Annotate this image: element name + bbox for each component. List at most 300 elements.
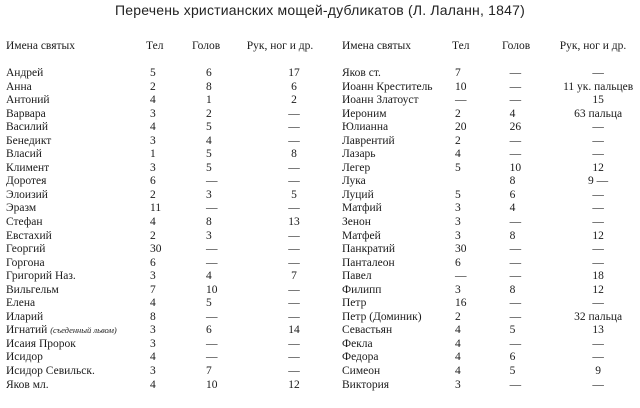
saint-name-text: Иероним: [342, 107, 387, 120]
limbs-count: 14: [288, 324, 300, 337]
table-row: [6, 135, 328, 149]
bodies-count: 3: [150, 161, 156, 174]
limbs-count: 12: [592, 283, 604, 296]
heads-count: 4: [509, 107, 516, 120]
bodies-count: 3: [150, 270, 156, 283]
saint-name: [6, 175, 146, 189]
table-row: [6, 297, 328, 311]
heads-count: —: [509, 148, 522, 161]
table-row: [6, 216, 328, 230]
table-row: [6, 284, 328, 298]
bodies-count: 20: [454, 121, 467, 134]
saint-name-text: Виктория: [342, 378, 390, 391]
header-ruk: Рук, ног и др.: [559, 40, 627, 52]
table-row: [6, 67, 328, 81]
table-row: [6, 175, 328, 189]
saint-name: [6, 108, 146, 122]
saint-name: [342, 351, 449, 365]
saint-name: [342, 324, 449, 338]
saint-name: [342, 379, 449, 393]
table-row: [6, 351, 328, 365]
saint-name: [6, 365, 146, 379]
limbs-count: —: [288, 283, 300, 296]
bodies-count: 8: [150, 310, 156, 323]
saint-name: [6, 189, 146, 203]
saint-name-text: Власий: [6, 148, 42, 161]
saint-name: [6, 162, 146, 176]
saint-name: [6, 243, 146, 257]
saint-name-text: Иларий: [6, 310, 44, 323]
saint-name: [342, 202, 449, 216]
limbs-count: —: [592, 188, 604, 201]
limbs-count: —: [592, 67, 604, 79]
limbs-count: —: [592, 216, 604, 229]
table-row: [342, 175, 638, 189]
bodies-count: 11: [150, 202, 162, 215]
saint-name: [342, 365, 449, 379]
saint-name: [6, 324, 146, 338]
saint-name-text: Бенедикт: [6, 134, 52, 147]
heads-count: —: [509, 337, 522, 350]
saint-name: [342, 338, 449, 352]
table-row: [6, 365, 328, 379]
limbs-count: —: [592, 337, 604, 350]
heads-count: 5: [206, 161, 212, 174]
table-row: [342, 230, 638, 244]
table-row: [342, 148, 638, 162]
heads-count: 8: [206, 80, 212, 93]
saint-name: [6, 284, 146, 298]
table-row: [342, 108, 638, 122]
table-row: [342, 81, 638, 95]
table-row: [342, 67, 638, 81]
bodies-count: 30: [150, 243, 162, 256]
bodies-count: 4: [454, 365, 461, 378]
heads-count: 6: [509, 351, 516, 364]
table-row: [342, 135, 638, 149]
bodies-count: 4: [150, 216, 156, 229]
heads-count: —: [509, 243, 522, 256]
bodies-count: —: [454, 270, 467, 283]
table-row: [6, 162, 328, 176]
saint-name: [6, 230, 146, 244]
saint-name-text: Исидор Севильск.: [6, 365, 95, 378]
header-name: Имена святых: [6, 40, 75, 52]
header-tel: Тел: [452, 40, 470, 52]
heads-count: —: [206, 310, 218, 323]
heads-count: —: [206, 337, 218, 350]
table-row: [342, 121, 638, 135]
saint-name-text: Лаврентий: [342, 134, 395, 147]
saint-name: [342, 108, 449, 122]
bodies-count: 4: [454, 148, 461, 161]
saint-name-text: Иоанн Златоуст: [342, 94, 419, 107]
saint-name-text: Доротея: [6, 175, 47, 188]
heads-count: 10: [509, 161, 522, 174]
limbs-count: —: [592, 121, 604, 134]
limbs-count: —: [288, 297, 300, 310]
table-row: [6, 338, 328, 352]
header-tel: Тел: [146, 40, 164, 52]
saint-name-text: Исидор: [6, 351, 43, 364]
bodies-count: 3: [150, 365, 156, 378]
limbs-count: —: [288, 107, 300, 120]
saint-name-text: Яков мл.: [6, 378, 49, 391]
saint-name-text: Лука: [342, 175, 366, 188]
saint-name-text: Севастьян: [342, 324, 393, 337]
table-row: [6, 311, 328, 325]
saint-name-text: Легер: [342, 161, 371, 174]
table-row: [342, 189, 638, 203]
heads-count: 4: [509, 202, 516, 215]
table-row: [6, 148, 328, 162]
bodies-count: 3: [454, 229, 461, 242]
saint-name-text: Антоний: [6, 94, 50, 107]
saint-name: [342, 216, 449, 230]
heads-count: —: [509, 378, 522, 391]
saint-name-text: Лазарь: [342, 148, 376, 161]
saint-name: [342, 94, 449, 108]
saint-name: [342, 270, 449, 284]
limbs-count: —: [592, 243, 604, 256]
saint-name: [342, 243, 449, 257]
saint-name-text: Стефан: [6, 216, 43, 229]
limbs-count: 8: [291, 148, 297, 161]
bodies-count: 4: [150, 94, 156, 107]
bodies-count: 6: [454, 256, 461, 269]
bodies-count: 2: [454, 134, 461, 147]
bodies-count: 4: [150, 351, 156, 364]
table-row: [6, 108, 328, 122]
bodies-count: 5: [150, 67, 156, 79]
table-row: [6, 81, 328, 95]
bodies-count: 4: [150, 121, 156, 134]
heads-count: —: [509, 134, 522, 147]
limbs-count: —: [288, 161, 300, 174]
table-row: [6, 189, 328, 203]
heads-count: —: [206, 202, 218, 215]
saint-name: [342, 67, 449, 81]
bodies-count: 3: [454, 283, 461, 296]
heads-count: 6: [206, 67, 212, 79]
limbs-count: 9 —: [588, 175, 609, 188]
saint-name-text: Матфей: [342, 229, 381, 242]
bodies-count: 6: [150, 175, 156, 188]
bodies-count: 7: [150, 283, 156, 296]
saint-name: [6, 270, 146, 284]
limbs-count: 32 пальца: [574, 310, 623, 323]
right-table: [342, 40, 638, 392]
table-row: [342, 297, 638, 311]
saint-name: [6, 81, 146, 95]
saint-name-text: Климент: [6, 161, 50, 174]
limbs-count: —: [288, 365, 300, 378]
table-row: [342, 270, 638, 284]
bodies-count: 2: [150, 188, 156, 201]
limbs-count: 18: [592, 270, 604, 283]
table-row: [6, 243, 328, 257]
saint-name-text: Эразм: [6, 202, 37, 215]
heads-count: 4: [206, 270, 212, 283]
table-row: [342, 311, 638, 325]
saint-name: [342, 284, 449, 298]
heads-count: 5: [206, 121, 212, 134]
heads-count: 10: [206, 283, 218, 296]
bodies-count: 4: [454, 351, 461, 364]
limbs-count: —: [288, 310, 300, 323]
saint-name: [342, 311, 449, 325]
bodies-count: 4: [150, 378, 156, 391]
heads-count: —: [206, 351, 218, 364]
heads-count: —: [509, 310, 522, 323]
saint-name: [342, 189, 449, 203]
saint-name-text: Федора: [342, 351, 379, 364]
saint-name: [342, 162, 449, 176]
limbs-count: —: [592, 134, 604, 147]
heads-count: 8: [206, 216, 212, 229]
header-golov: Голов: [192, 40, 221, 52]
heads-count: —: [509, 94, 522, 107]
limbs-count: —: [288, 337, 300, 350]
heads-count: 5: [509, 365, 516, 378]
heads-count: 10: [206, 378, 218, 391]
left-table-body: [6, 67, 328, 392]
heads-count: —: [509, 67, 522, 79]
table-row: [6, 257, 328, 271]
saint-name: [6, 121, 146, 135]
saint-name-text: Петр (Доминик): [342, 310, 422, 323]
table-row: [6, 121, 328, 135]
limbs-count: 63 пальца: [574, 107, 623, 120]
left-header-row: [6, 40, 328, 56]
bodies-count: 3: [150, 107, 156, 120]
heads-count: 8: [509, 229, 516, 242]
saint-name: [6, 257, 146, 271]
limbs-count: —: [592, 148, 604, 161]
limbs-count: —: [592, 297, 604, 310]
table-row: [342, 324, 638, 338]
limbs-count: 12: [592, 161, 604, 174]
limbs-count: —: [592, 378, 604, 391]
saint-name-text: Филипп: [342, 283, 382, 296]
header-name: Имена святых: [342, 40, 411, 52]
limbs-count: —: [288, 229, 300, 242]
limbs-count: —: [288, 351, 300, 364]
saint-name: [6, 67, 146, 81]
bodies-count: 3: [150, 134, 156, 147]
heads-count: 2: [206, 107, 212, 120]
saint-name: [6, 94, 146, 108]
heads-count: —: [509, 256, 522, 269]
saint-name-text: Юлианна: [342, 121, 389, 134]
heads-count: 26: [509, 121, 522, 134]
heads-count: 4: [206, 134, 212, 147]
saint-note: (съеденный львом): [50, 325, 117, 336]
limbs-count: —: [288, 121, 300, 134]
bodies-count: 4: [454, 337, 461, 350]
limbs-count: 17: [288, 67, 300, 79]
heads-count: 8: [509, 175, 516, 188]
limbs-count: 7: [291, 270, 297, 283]
saint-name-text: Исаия Пророк: [6, 337, 76, 350]
saint-name: [342, 175, 449, 189]
heads-count: 8: [509, 283, 516, 296]
bodies-count: 3: [150, 324, 156, 337]
saint-name: [342, 148, 449, 162]
heads-count: 1: [206, 94, 212, 107]
saint-name: [6, 297, 146, 311]
saint-name-text: Георгий: [6, 243, 46, 256]
saint-name-text: Григорий Наз.: [6, 270, 76, 283]
saint-name: [6, 379, 146, 393]
bodies-count: 3: [454, 202, 461, 215]
header-golov: Голов: [502, 40, 531, 52]
limbs-count: 12: [592, 229, 604, 242]
table-row: [6, 379, 328, 393]
table-row: [6, 324, 328, 338]
saint-name-text: Евстахий: [6, 229, 52, 242]
heads-count: 5: [206, 297, 212, 310]
saint-name-text: Фекла: [342, 337, 373, 350]
bodies-count: 5: [454, 161, 461, 174]
saint-name-text: Вильгельм: [6, 283, 59, 296]
limbs-count: —: [592, 256, 604, 269]
table-row: [6, 202, 328, 216]
limbs-count: 13: [592, 324, 604, 337]
right-table-body: [342, 67, 638, 392]
page-title: Перечень христианских мощей-дубликатов (Л. Лаланн, 1847): [115, 2, 525, 18]
saint-name: [6, 311, 146, 325]
table-row: [6, 230, 328, 244]
saint-name-text: Симеон: [342, 365, 381, 378]
right-header-row: [342, 40, 638, 56]
saint-name-text: Анна: [6, 80, 32, 93]
table-row: [342, 284, 638, 298]
saint-name: [342, 257, 449, 271]
table-row: [342, 202, 638, 216]
bodies-count: —: [454, 94, 467, 107]
bodies-count: 3: [150, 337, 156, 350]
saint-name: [6, 216, 146, 230]
bodies-count: 4: [454, 324, 461, 337]
saint-name-text: Матфий: [342, 202, 382, 215]
heads-count: 7: [206, 365, 212, 378]
table-row: [342, 216, 638, 230]
limbs-count: —: [288, 256, 300, 269]
bodies-count: 2: [150, 80, 156, 93]
saint-name-text: Иоанн Креститель: [342, 80, 433, 93]
saint-name: [342, 81, 449, 95]
saint-name: [342, 135, 449, 149]
heads-count: 3: [206, 188, 212, 201]
limbs-count: 9: [595, 365, 601, 378]
table-row: [342, 338, 638, 352]
limbs-count: —: [288, 175, 300, 188]
saint-name-text: Зенон: [342, 216, 371, 229]
saint-name: [6, 202, 146, 216]
limbs-count: —: [288, 243, 300, 256]
heads-count: 3: [206, 229, 212, 242]
heads-count: —: [206, 243, 218, 256]
bodies-count: 2: [150, 229, 156, 242]
heads-count: —: [509, 297, 522, 310]
saint-name: [342, 297, 449, 311]
saint-name: [6, 338, 146, 352]
saint-name-text: Варвара: [6, 107, 46, 120]
table-row: [342, 365, 638, 379]
heads-count: 5: [509, 324, 516, 337]
limbs-count: —: [288, 202, 300, 215]
left-table: [6, 40, 328, 392]
heads-count: —: [509, 216, 522, 229]
saint-name-text: Панталеон: [342, 256, 395, 269]
saint-name-text: Андрей: [6, 67, 44, 79]
bodies-count: 7: [454, 67, 461, 79]
bodies-count: 3: [454, 216, 461, 229]
table-row: [6, 94, 328, 108]
bodies-count: 2: [454, 310, 461, 323]
heads-count: —: [206, 256, 218, 269]
bodies-count: 1: [150, 148, 156, 161]
table-row: [342, 94, 638, 108]
limbs-count: 15: [592, 94, 604, 107]
bodies-count: 6: [150, 256, 156, 269]
table-row: [342, 162, 638, 176]
heads-count: —: [509, 80, 522, 93]
bodies-count: 3: [454, 378, 461, 391]
saint-name: [6, 148, 146, 162]
bodies-count: 10: [454, 80, 467, 93]
limbs-count: 12: [288, 378, 300, 391]
heads-count: 6: [206, 324, 212, 337]
bodies-count: 4: [150, 297, 156, 310]
saint-name: [342, 230, 449, 244]
saint-name-text: Яков ст.: [342, 67, 381, 79]
limbs-count: —: [288, 134, 300, 147]
saint-name-text: Луций: [342, 188, 374, 201]
limbs-count: 6: [291, 80, 297, 93]
saint-name-text: Василий: [6, 121, 49, 134]
limbs-count: —: [592, 351, 604, 364]
heads-count: —: [509, 270, 522, 283]
heads-count: —: [206, 175, 218, 188]
saint-name: [6, 135, 146, 149]
limbs-count: 5: [291, 188, 297, 201]
saint-name-text: Павел: [342, 270, 372, 283]
limbs-count: 11 ук. пальцев: [563, 80, 634, 93]
table-row: [342, 257, 638, 271]
saint-name: [6, 351, 146, 365]
heads-count: 5: [206, 148, 212, 161]
table-row: [342, 351, 638, 365]
limbs-count: 13: [288, 216, 300, 229]
table-row: [342, 243, 638, 257]
saint-name-text: Горгона: [6, 256, 45, 269]
saint-name-text: Елена: [6, 297, 36, 310]
saint-name: [342, 121, 449, 135]
saint-name-text: Петр: [342, 297, 367, 310]
limbs-count: —: [592, 202, 604, 215]
table-row: [6, 270, 328, 284]
heads-count: 6: [509, 188, 516, 201]
limbs-count: 2: [291, 94, 297, 107]
bodies-count: 5: [454, 188, 461, 201]
table-row: [342, 379, 638, 393]
bodies-count: 30: [454, 243, 467, 256]
saint-name-text: Панкратий: [342, 243, 396, 256]
bodies-count: 2: [454, 107, 461, 120]
saint-name-text: Игнатий: [6, 324, 48, 337]
